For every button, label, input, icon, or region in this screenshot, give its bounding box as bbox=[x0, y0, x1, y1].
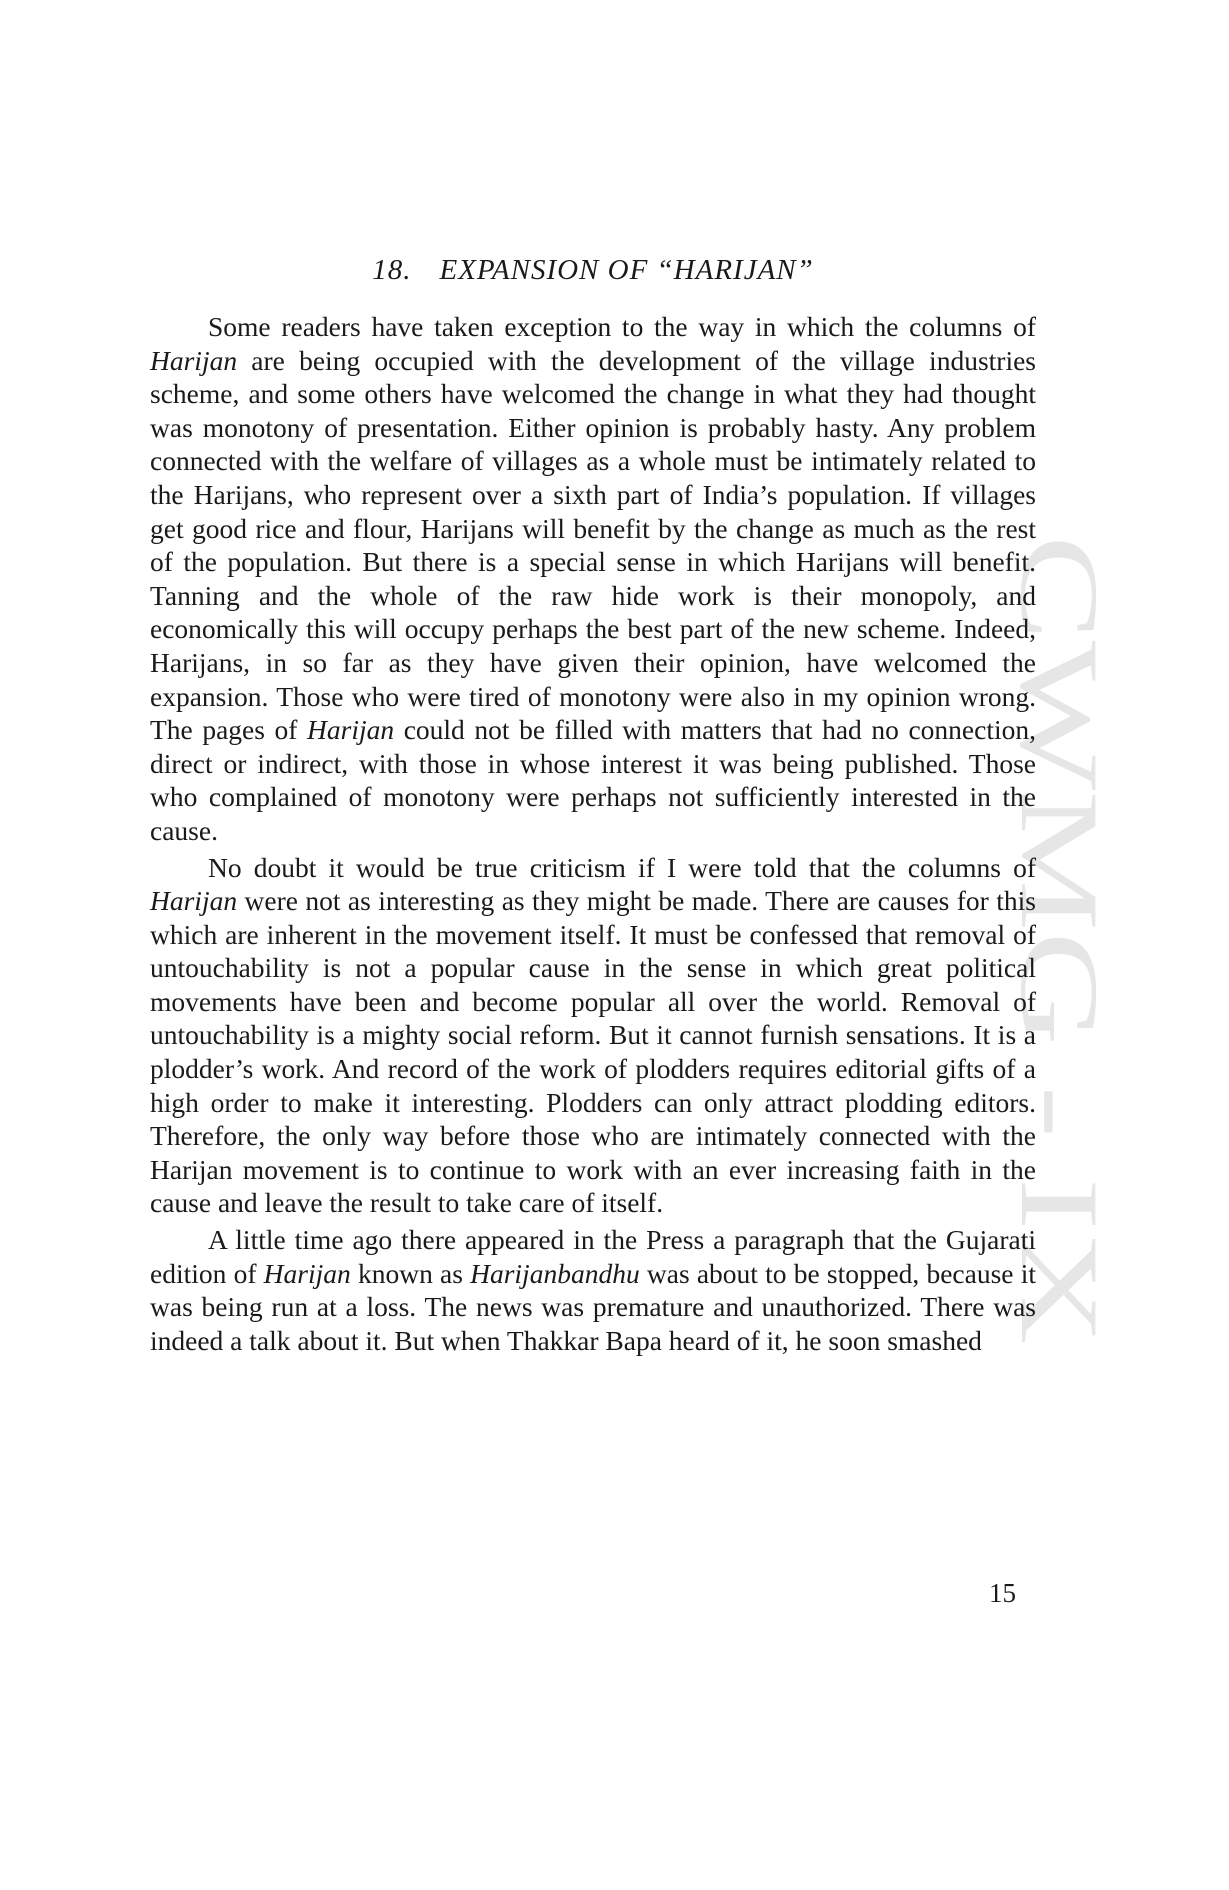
article-heading bbox=[150, 250, 1036, 290]
page bbox=[150, 250, 1036, 1357]
article-title: EXPANSION OF “HARIJAN” bbox=[439, 254, 814, 286]
paragraph-2 bbox=[150, 851, 1036, 1221]
text-run: are being occupied with the development of the village industries scheme, and some others have welcomed the change in what they had thought was monotony of presentation. Either opinion is probably hasty. Any problem connected with the welfare of villages as a whole must be intimately related to the Harijans, who represent over a sixth part of India’s population. If villages get good rice and flour, Harijans will benefit by the change as much as the rest of the population. But there is a special sense in which Harijans will benefit. Tanning and the whole of the raw hide work is their monopoly, and economically this will occupy perhaps the best part of the new scheme. Indeed, Harijans, in so far as they have given their opinion, have welcomed the expansion. Those who were tired of monotony were also in my opinion wrong. The pages of bbox=[150, 344, 1036, 746]
text-run: A little time ago there appeared in the Press a paragraph that the Gujarati edition of bbox=[150, 1224, 1036, 1289]
text-run: was about to be stopped, because it was being run at a loss. The news was premature and unauthorized. There was indeed a talk about it. But when Thakkar Bapa heard of it, he soon smashed bbox=[150, 1257, 1036, 1356]
italic-run: Harijan bbox=[263, 1257, 351, 1289]
paragraph-3 bbox=[150, 1223, 1036, 1357]
paragraph-1 bbox=[150, 310, 1036, 848]
italic-run: Harijan bbox=[307, 714, 395, 746]
text-run: were not as interesting as they might be made. There are causes for this which are inherent in the movement itself. It must be confessed that removal of untouchability is not a popular cause in the sense in which great political movements have been and become popular all over the world. Removal of untouchability is a mighty social reform. But it cannot furnish sensations. It is a plodder’s work. And record of the work of plodders requires editorial gifts of a high order to make it interesting. Plodders can only attract plodding editors. Therefore, the only way before those who are intimately connected with the Harijan movement is to continue to work with an ever increasing faith in the cause and leave the result to take care of itself. bbox=[150, 885, 1036, 1219]
watermark-text: CWMG - IX bbox=[997, 535, 1121, 1108]
page-number: 15 bbox=[989, 1578, 1016, 1608]
text-run: No doubt it would be true criticism if I were told that the columns of bbox=[208, 851, 1036, 883]
text-run: Some readers have taken exception to the way in which the columns of bbox=[208, 311, 1036, 342]
italic-run: Harijan bbox=[150, 344, 238, 376]
text-run: could not be filled with matters that had no connection, direct or indirect, with those in whose interest it was being published. Those who complained of monotony were perhaps not sufficiently interested in the cause. bbox=[150, 714, 1036, 846]
article-number: 18. bbox=[372, 254, 412, 286]
italic-run: Harijan bbox=[150, 885, 238, 917]
text-run: known as bbox=[350, 1257, 471, 1289]
italic-run: Harijanbandhu bbox=[470, 1257, 640, 1289]
